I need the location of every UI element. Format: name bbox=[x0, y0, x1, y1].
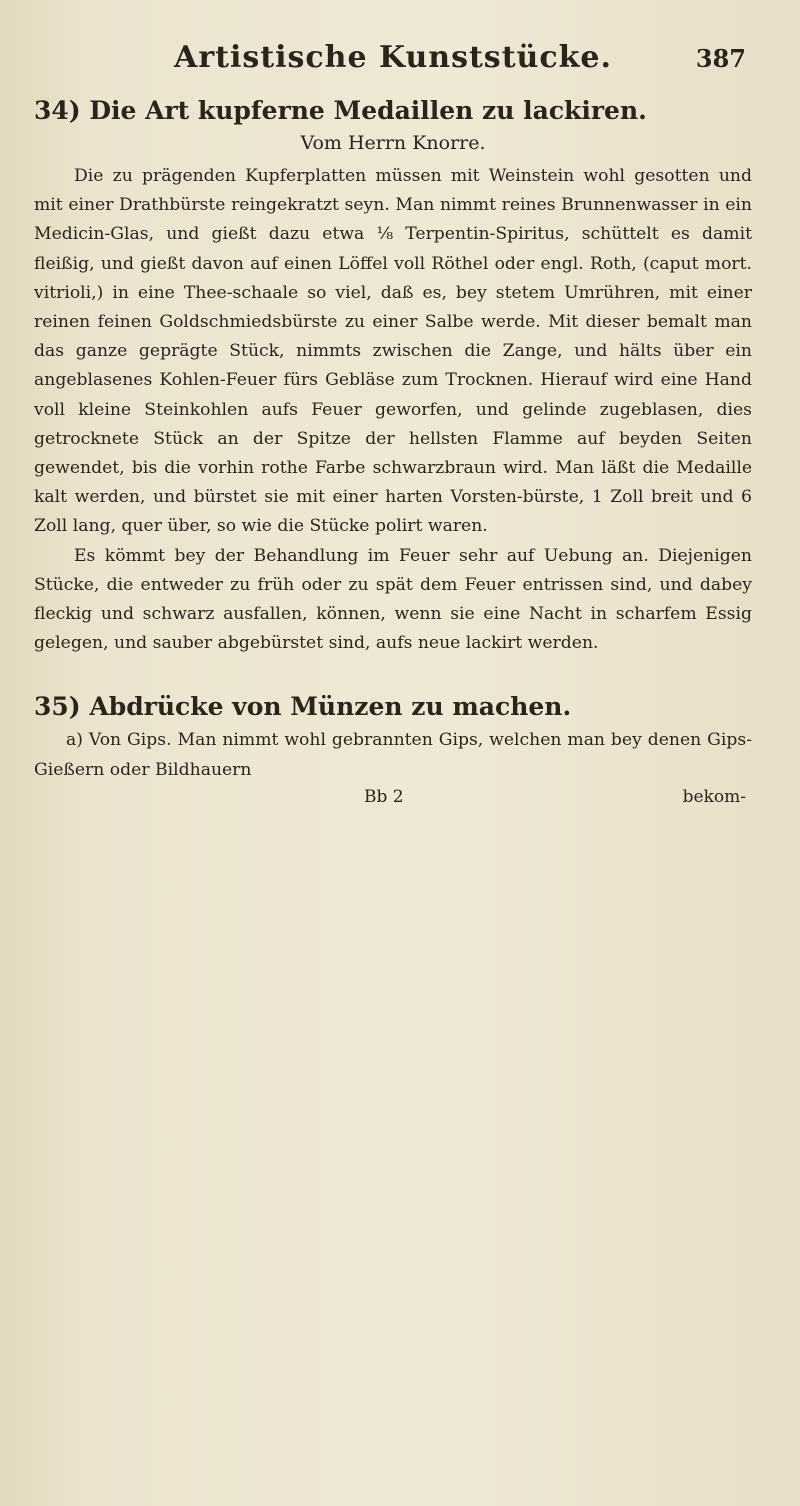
signature-mark: Bb 2 bbox=[364, 786, 404, 807]
section-34-byline: Vom Herrn Knorre. bbox=[300, 132, 486, 154]
running-head bbox=[34, 40, 752, 84]
catchword: bekom- bbox=[682, 786, 746, 807]
running-head-title: Artistische Kunststücke. bbox=[174, 40, 612, 75]
catchline bbox=[34, 787, 752, 807]
section-34-paragraph: Es kömmt bey der Behandlung im Feuer sehr auf Uebung an. Diejenigen Stücke, die entweder zu früh oder zu spät dem Feuer entrissen sind, und dabey fleckig und schwarz ausfallen, können, wenn sie eine Nacht in scharfem Essig gelegen, und sauber abgebürstet sind, aufs neue lackirt werden. bbox=[34, 545, 752, 654]
section-34-paragraph: Die zu prägenden Kupferplatten müssen mit Weinstein wohl gesotten und mit einer Drathbürste reingekratzt seyn. Man nimmt reines Brunnenwasser in ein Medicin-Glas, und gießt dazu etwa ⅛ Terpentin-Spiritus, schüttelt es damit fleißig, und gießt davon auf einen Löffel voll Röthel oder engl. Roth, (caput mort. vitrioli,) in eine Thee-schaale so viel, daß es, bey stetem Umrühren, mit einer reinen feinen Goldschmiedsbürste zu einer Salbe werde. Mit dieser bemalt man das ganze geprägte Stück, nimmts zwischen die Zange, und hälts über ein angeblasenes Kohlen-Feuer fürs Gebläse zum Trocknen. Hierauf wird eine Hand voll kleine Steinkohlen aufs Feuer geworfen, und gelinde zugeblasen, dies getrocknete Stück an der Spitze der hellsten Flamme auf beyden Seiten gewendet, bis die vorhin rothe Farbe schwarzbraun wird. Man läßt die Medaille kalt werden, und bürstet sie mit einer harten Vorsten-bürste, 1 Zoll breit und 6 Zoll lang, quer über, so wie die Stücke polirt waren. bbox=[34, 166, 752, 537]
section-35-heading: 35) Abdrücke von Münzen zu machen. bbox=[34, 692, 572, 722]
section-35-paragraph: a) Von Gips. Man nimmt wohl gebrannten Gips, welchen man bey denen Gips-Gießern oder Bildhauern bbox=[34, 730, 752, 780]
page-number: 387 bbox=[695, 44, 746, 73]
section-34-heading: 34) Die Art kupferne Medaillen zu lackiren. bbox=[34, 96, 647, 125]
